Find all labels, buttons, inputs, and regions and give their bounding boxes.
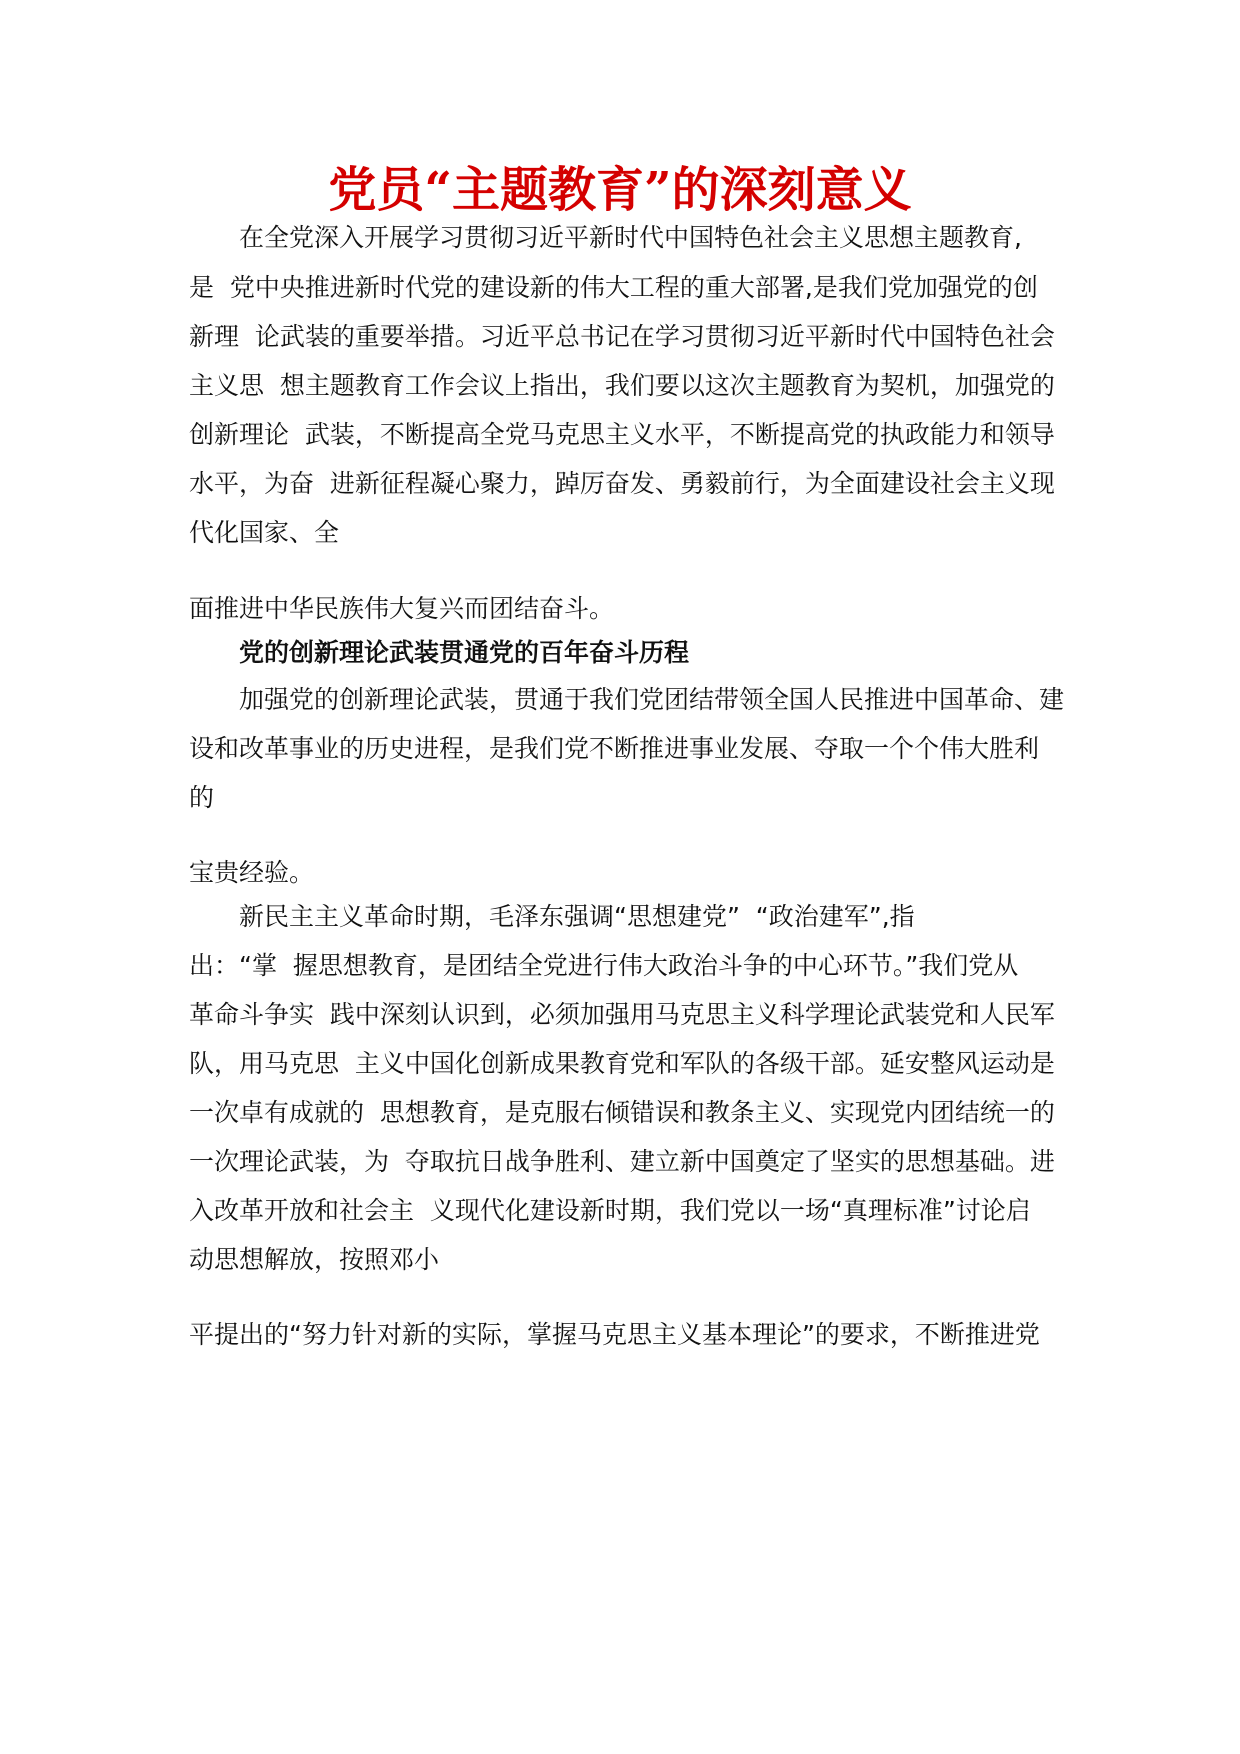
text-line: 平提出的“努力针对新的实际，掌握马克思主义基本理论”的要求，不断推进党 [189, 1320, 1040, 1349]
text-line: 水平，为奋 进新征程凝心聚力，踔厉奋发、勇毅前行，为全面建设社会主义现 [189, 469, 1055, 498]
text-line: 是 党中央推进新时代党的建设新的伟大工程的重大部署,是我们党加强党的创 [189, 273, 1038, 302]
text-line: 一次理论武装，为 夺取抗日战争胜利、建立新中国奠定了坚实的思想基础。进 [189, 1147, 1055, 1176]
text-line: 队，用马克思 主义中国化创新成果教育党和军队的各级干部。延安整风运动是 [189, 1049, 1055, 1078]
text-line: 在全党深入开展学习贯彻习近平新时代中国特色社会主义思想主题教育, [239, 223, 1022, 252]
text-line: 加强党的创新理论武装，贯通于我们党团结带领全国人民推进中国革命、建 [239, 685, 1065, 714]
text-line: 宝贵经验。 [189, 858, 315, 887]
section-heading: 党的创新理论武装贯通党的百年奋斗历程 [239, 638, 690, 667]
text-line: 动思想解放，按照邓小 [189, 1245, 440, 1274]
text-line: 设和改革事业的历史进程，是我们党不断推进事业发展、夺取一个个伟大胜利 [189, 734, 1040, 763]
text-line: 入改革开放和社会主 义现代化建设新时期，我们党以一场“真理标准”讨论启 [189, 1196, 1031, 1225]
text-line: 主义思 想主题教育工作会议上指出，我们要以这次主题教育为契机，加强党的 [189, 371, 1055, 400]
text-line: 面推进中华民族伟大复兴而团结奋斗。 [189, 594, 615, 623]
text-line: 创新理论 武装，不断提高全党马克思主义水平，不断提高党的执政能力和领导 [189, 420, 1055, 449]
text-line: 一次卓有成就的 思想教育，是克服右倾错误和教条主义、实现党内团结统一的 [189, 1098, 1055, 1127]
text-line: 的 [189, 783, 215, 812]
text-line: 革命斗争实 践中深刻认识到，必须加强用马克思主义科学理论武装党和人民军 [189, 1000, 1055, 1029]
document-title: 党员“主题教育”的深刻意义 [328, 162, 912, 218]
text-line: 新民主主义革命时期，毛泽东强调“思想建党” “政治建军”,指 [239, 902, 915, 931]
text-line: 新理 论武装的重要举措。习近平总书记在学习贯彻习近平新时代中国特色社会 [189, 322, 1055, 351]
text-line: 出：“掌 握思想教育，是团结全党进行伟大政治斗争的中心环节。”我们党从 [189, 951, 1019, 980]
text-line: 代化国家、全 [189, 518, 340, 547]
